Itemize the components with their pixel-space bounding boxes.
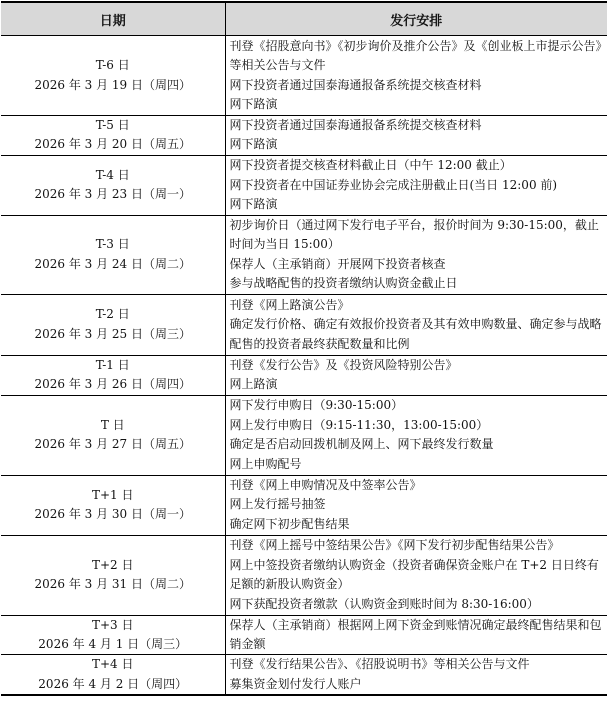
date-cell: [1, 215, 225, 294]
table-row: [1, 475, 607, 535]
arrangement-item: 确定是否启动回拨机制及网上、网下最终发行数量: [229, 437, 494, 452]
calendar-date: 2026 年 3 月 20 日（周五）: [34, 137, 192, 152]
arrangement-item: 保荐人（主承销商）根据网上网下资金到账情况确定最终配售结果和包销金额: [229, 617, 602, 652]
arrangement-item: 确定发行价格、确定有效报价投资者及其有效申购数量、确定参与战略配售的投资者最终获配数量和比例: [229, 317, 602, 351]
arrangement-cell: [225, 655, 607, 695]
calendar-date: 2026 年 3 月 26 日（周四）: [34, 377, 192, 392]
arrangement-column-header: 发行安排: [225, 2, 607, 36]
arrangement-cell: [225, 116, 607, 156]
arrangement-item: 刊登《发行结果公告》、《招股说明书》等相关公告与文件: [229, 657, 530, 672]
table-row: [1, 615, 607, 655]
arrangement-item: 保荐人（主承销商）开展网下投资者核查: [229, 256, 446, 271]
calendar-date: 2026 年 3 月 23 日（周一）: [34, 187, 192, 202]
day-label: T-4 日: [95, 167, 130, 182]
schedule-body: [1, 36, 607, 696]
calendar-date: 2026 年 3 月 25 日（周三）: [34, 326, 192, 341]
date-cell: [1, 535, 225, 615]
arrangement-item: 网下路演: [229, 96, 278, 111]
arrangement-item: 网下投资者通过国泰海通报备系统提交核查材料: [229, 118, 482, 132]
arrangement-item: 刊登《网上申购情况及中签率公告》: [229, 478, 422, 493]
day-label: T 日: [100, 417, 125, 432]
calendar-date: 2026 年 3 月 27 日（周五）: [34, 437, 192, 452]
table-row: [1, 655, 607, 695]
date-cell: [1, 155, 225, 215]
table-row: [1, 395, 607, 475]
date-cell: [1, 395, 225, 475]
table-header-row: [1, 2, 607, 36]
day-label: T-1 日: [95, 357, 130, 372]
day-label: T-3 日: [95, 237, 130, 252]
date-cell: [1, 615, 225, 655]
table-row: [1, 215, 607, 294]
arrangement-item: 刊登《网上路演公告》: [229, 297, 350, 312]
arrangement-cell: [225, 395, 607, 475]
table-row: [1, 355, 607, 395]
calendar-date: 2026 年 3 月 31 日（周二）: [34, 577, 192, 592]
arrangement-item: 刊登《发行公告》及《投资风险特别公告》: [229, 357, 458, 372]
calendar-date: 2026 年 3 月 19 日（周四）: [34, 77, 192, 92]
arrangement-item: 网上发行申购日（9:15-11:30，13:00-15:00）: [229, 417, 489, 432]
arrangement-cell: [225, 294, 607, 355]
table-row: [1, 116, 607, 156]
arrangement-item: 刊登《网上摇号中签结果公告》《网下发行初步配售结果公告》: [229, 538, 560, 553]
arrangement-item: 网下投资者在中国证券业协会完成注册截止日(当日 12:00 前): [229, 177, 558, 192]
calendar-date: 2026 年 3 月 30 日（周一）: [34, 507, 192, 522]
table-row: [1, 294, 607, 355]
day-label: T+3 日: [91, 617, 134, 632]
arrangement-item: 网下发行申购日（9:30-15:00）: [229, 398, 404, 413]
arrangement-cell: [225, 475, 607, 535]
arrangement-cell: [225, 535, 607, 615]
day-label: T+4 日: [91, 657, 134, 672]
calendar-date: 2026 年 4 月 1 日（周三）: [38, 637, 188, 652]
day-label: T-6 日: [95, 58, 130, 73]
arrangement-cell: [225, 36, 607, 116]
arrangement-item: 网上路演: [229, 377, 278, 392]
arrangement-cell: [225, 615, 607, 655]
day-label: T-2 日: [95, 307, 130, 322]
arrangement-cell: [225, 215, 607, 294]
arrangement-item: 网下路演: [229, 197, 278, 212]
calendar-date: 2026 年 3 月 24 日（周二）: [34, 256, 192, 271]
calendar-date: 2026 年 4 月 2 日（周四）: [38, 676, 188, 691]
table-row: [1, 36, 607, 116]
arrangement-item: 网下投资者提交核查材料截止日（中午 12:00 截止）: [229, 158, 512, 173]
day-label: T-5 日: [95, 118, 130, 132]
day-label: T+2 日: [91, 557, 134, 572]
arrangement-item: 确定网下初步配售结果: [229, 516, 350, 531]
arrangement-item: 初步询价日（通过网下发行电子平台，报价时间为 9:30-15:00，截止时间为当日 15:00）: [229, 218, 599, 252]
date-cell: [1, 355, 225, 395]
table-row: [1, 535, 607, 615]
date-column-header: 日期: [1, 2, 225, 36]
issuance-schedule-table: [1, 1, 607, 696]
date-cell: [1, 36, 225, 116]
arrangement-item: 网上发行摇号抽签: [229, 497, 326, 512]
arrangement-item: 参与战略配售的投资者缴纳认购资金截止日: [229, 276, 458, 291]
arrangement-item: 网上申购配号: [229, 456, 302, 471]
arrangement-cell: [225, 155, 607, 215]
arrangement-item: 募集资金划付发行人账户: [229, 676, 362, 691]
arrangement-item: 刊登《招股意向书》《初步询价及推介公告》及《创业板上市提示公告》等相关公告与文件: [229, 38, 602, 73]
day-label: T+1 日: [91, 487, 134, 502]
date-cell: [1, 116, 225, 156]
date-cell: [1, 294, 225, 355]
arrangement-cell: [225, 355, 607, 395]
date-cell: [1, 475, 225, 535]
arrangement-item: 网下获配投资者缴款（认购资金到账时间为 8:30-16:00）: [229, 596, 539, 611]
arrangement-item: 网上中签投资者缴纳认购资金（投资者确保资金账户在 T+2 日日终有足额的新股认购资金）: [229, 557, 599, 592]
date-cell: [1, 655, 225, 695]
arrangement-item: 网下路演: [229, 137, 278, 152]
table-row: [1, 155, 607, 215]
arrangement-item: 网下投资者通过国泰海通报备系统提交核查材料: [229, 77, 482, 92]
